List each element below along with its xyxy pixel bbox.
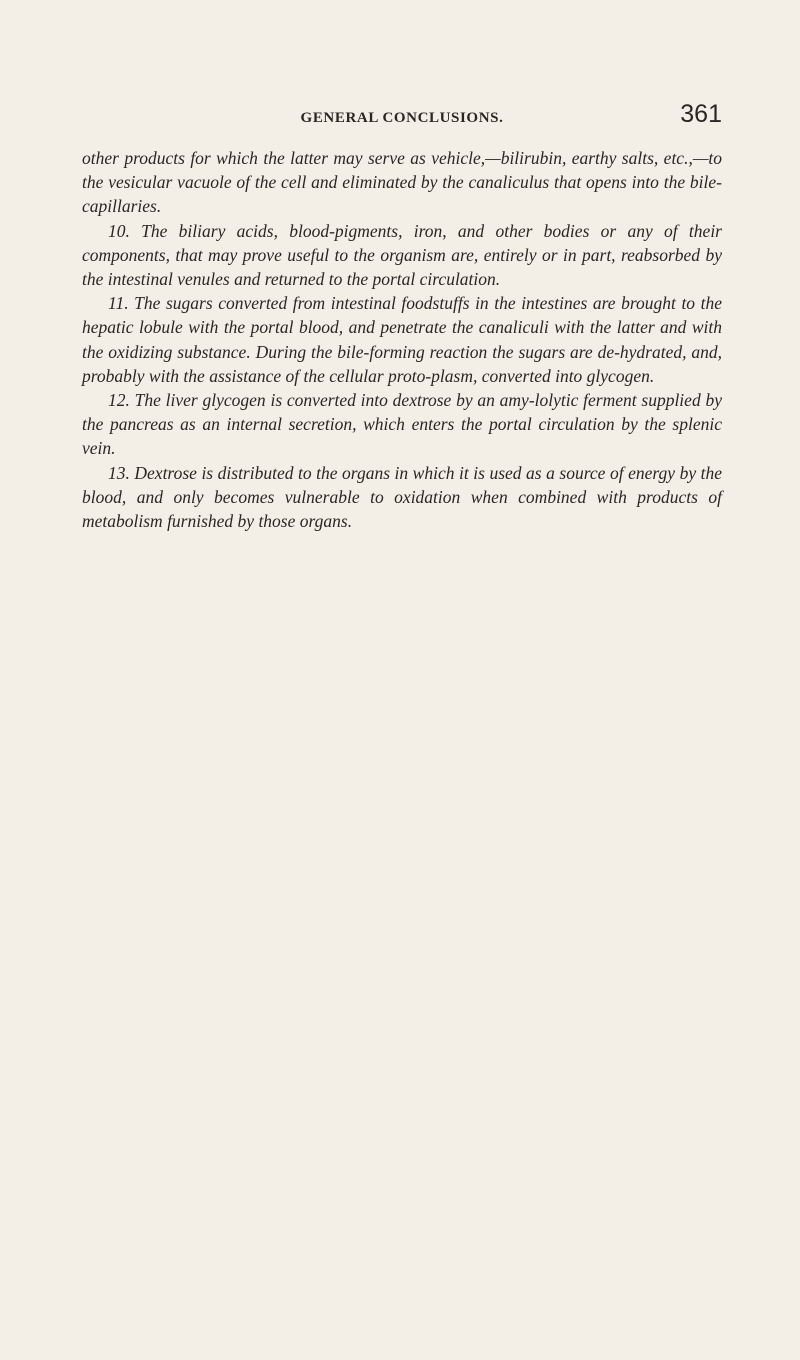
running-title: GENERAL CONCLUSIONS. bbox=[300, 110, 504, 126]
paragraph-continuation: other products for which the latter may serve as vehicle,—bilirubin, earthy salts, etc.,—to the vesicular vacuole of the cell and eliminated by the canaliculus that opens into the bile-capillaries. bbox=[82, 148, 722, 217]
paragraph-11: 11. The sugars converted from intestinal foodstuffs in the intestines are brought to the hepatic lobule with the portal blood, and penetrate the canaliculi with the latter and with the oxidizing substance. During the bile-forming reaction the sugars are de-hydrated, and, probably with the assistance of the cellular proto-plasm, converted into glycogen. bbox=[82, 293, 722, 386]
page-number: 361 bbox=[680, 100, 722, 128]
paragraph-10: 10. The biliary acids, blood-pigments, iron, and other bodies or any of their components, that may prove useful to the organism are, entirely or in part, reabsorbed by the intestinal venules and returned to the portal circulation. bbox=[82, 220, 722, 290]
paragraph-13: 13. Dextrose is distributed to the organs in which it is used as a source of energy by the blood, and only becomes vulnerable to oxidation when combined with products of metabolism furnished by those organs. bbox=[82, 462, 722, 532]
paragraph-12: 12. The liver glycogen is converted into dextrose by an amy-lolytic ferment supplied by the pancreas as an internal secretion, which enters the portal circulation by the splenic vein. bbox=[82, 390, 722, 459]
running-head bbox=[82, 100, 722, 138]
body-text bbox=[82, 146, 722, 533]
